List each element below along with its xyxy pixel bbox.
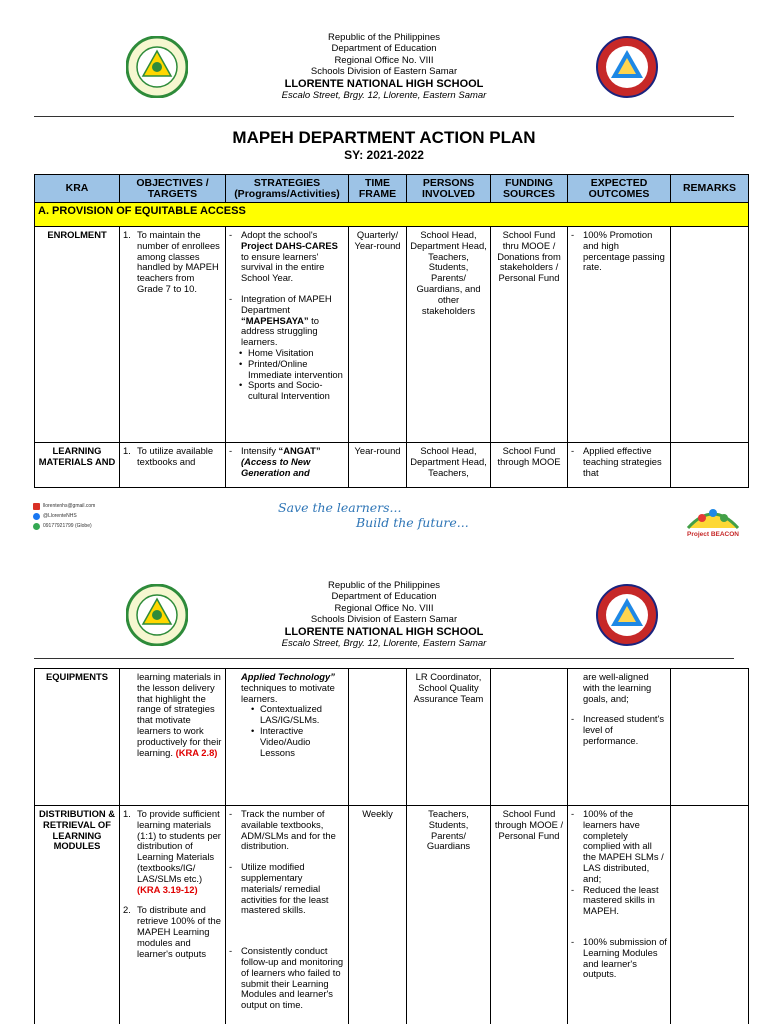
division-line: Schools Division of Eastern Samar	[310, 66, 458, 78]
persons-cell: School Head, Department Head, Teachers,	[407, 443, 491, 488]
section-title: A. PROVISION OF EQUITABLE ACCESS	[35, 203, 749, 227]
remarks-cell	[671, 669, 749, 806]
strategies-cell: Applied Technology” techniques to motivate learners. • Contextualized LAS/IG/SLMs. • Interactive Video/Audio Lessons	[226, 669, 349, 806]
school-name: LLORENTE NATIONAL HIGH SCHOOL	[284, 77, 484, 90]
list-item: • Sports and Socio-cultural Intervention	[239, 380, 345, 402]
action-plan-table	[34, 174, 749, 488]
remarks-cell	[671, 227, 749, 443]
funding-cell	[491, 669, 568, 806]
col-time-frame: TIME FRAME	[349, 175, 407, 203]
contact-facebook: @LlorenteNHS	[43, 513, 77, 519]
strategies-cell: - Adopt the school's Project DAHS-CARES to ensure learners' survival in the entire School Year. - Integration of MAPEH Department “MAPEHSAYA” to address struggling learners. • Home Visitation • Printed/Online Immediate intervention • Sports and Socio-cultural Intervention	[226, 227, 349, 443]
objectives-cell: 1. To maintain the number of enrollees among classes handled by MAPEH teachers from Grade 7 to 10.	[120, 227, 226, 443]
time-cell: Quarterly/ Year-round	[349, 227, 407, 443]
facebook-icon	[33, 513, 40, 520]
col-remarks: REMARKS	[671, 175, 749, 203]
header-rule	[34, 658, 734, 659]
objectives-cell: 1. To utilize available textbooks and	[120, 443, 226, 488]
header-rule	[34, 116, 734, 117]
time-cell	[349, 669, 407, 806]
outcomes-cell: are well-aligned with the learning goals, and; - Increased student's level of performance.	[568, 669, 671, 806]
letterhead	[0, 0, 768, 108]
department-line: Department of Education	[331, 43, 437, 55]
kra-cell: DISTRIBUTION & RETRIEVAL OF LEARNING MODULES	[35, 806, 120, 1024]
col-kra: KRA	[35, 175, 120, 203]
outcomes-cell: - Applied effective teaching strategies that	[568, 443, 671, 488]
action-plan-table-continued	[34, 668, 749, 1024]
persons-cell: LR Coordinator, School Quality Assurance Team	[407, 669, 491, 806]
school-address: Escalo Street, Brgy. 12, Llorente, Eastern Samar	[281, 89, 487, 101]
strategies-cell: - Track the number of available textbooks, ADM/SLMs and for the distribution. - Utilize modified supplementary materials/ remedial activities for the least mastered skills. - Consistently conduct follow-up and monitoring of learners who failed to submit their Learning Modules and learner's output on time.	[226, 806, 349, 1024]
section-row	[35, 203, 749, 227]
objectives-cell: learning materials in the lesson delivery that highlight the range of strategies that motivate learners to work productively for their learning. (KRA 2.8)	[120, 669, 226, 806]
col-persons: PERSONS INVOLVED	[407, 175, 491, 203]
funding-cell: School Fund through MOOE	[491, 443, 568, 488]
region-line: Regional Office No. VIII	[334, 54, 434, 66]
table-row	[35, 806, 749, 1024]
objectives-cell: 1. To provide sufficient learning materials (1:1) to students per distribution of Learning Materials (textbooks/IG/ LAS/SLMs etc.) (KRA 3.19-12) 2. To distribute and retrieve 100% of the MAPEH Learning modules and learner's outputs	[120, 806, 226, 1024]
col-objectives: OBJECTIVES / TARGETS	[120, 175, 226, 203]
document-page-2	[0, 548, 768, 1024]
outcomes-cell: - 100% Promotion and high percentage passing rate.	[568, 227, 671, 443]
funding-cell: School Fund through MOOE / Personal Fund	[491, 806, 568, 1024]
contact-phone: 09177921799 (Globe)	[43, 523, 92, 529]
list-item: • Contextualized LAS/IG/SLMs.	[251, 704, 345, 726]
project-beacon-logo	[682, 498, 744, 538]
kra-cell: EQUIPMENTS	[35, 669, 120, 806]
funding-cell: School Fund thru MOOE / Donations from stakeholders / Personal Fund	[491, 227, 568, 443]
table-row	[35, 227, 749, 443]
persons-cell: Teachers, Students, Parents/ Guardians	[407, 806, 491, 1024]
page-footer	[0, 496, 768, 548]
contact-email: llorentenhs@gmail.com	[43, 503, 96, 509]
table-row	[35, 669, 749, 806]
col-outcomes: EXPECTED OUTCOMES	[568, 175, 671, 203]
republic-line: Republic of the Philippines	[328, 32, 440, 43]
kra-cell: LEARNING MATERIALS AND	[35, 443, 120, 488]
email-icon	[33, 503, 40, 510]
beacon-text: Project BEACON	[686, 531, 740, 538]
slogan: Save the learners... Build the future...	[278, 500, 469, 530]
table-row	[35, 443, 749, 488]
outcomes-cell: - 100% of the learners have completely complied with all the MAPEH SLMs / LAS distributed, and; - Reduced the least mastered skills in MAPEH. - 100% submission of Learning Modules and learner's outputs.	[568, 806, 671, 1024]
school-year: SY: 2021-2022	[344, 148, 424, 162]
remarks-cell	[671, 443, 749, 488]
time-cell: Year-round	[349, 443, 407, 488]
strategies-cell: - Intensify “ANGAT” (Access to New Generation and	[226, 443, 349, 488]
letterhead	[0, 548, 768, 656]
persons-cell: School Head, Department Head, Teachers, Students, Parents/ Guardians, and other stakeholders	[407, 227, 491, 443]
table-header-row	[35, 175, 749, 203]
remarks-cell	[671, 806, 749, 1024]
school-seal-logo	[596, 36, 658, 98]
kra-cell: ENROLMENT	[35, 227, 120, 443]
letterhead-text: Republic of the Philippines Department of Education Regional Office No. VIII Schools Division of Eastern Samar LLORENTE NATIONAL HIGH SCHOOL Escalo Street, Brgy. 12, Llorente, Eastern Samar	[281, 580, 487, 649]
school-seal-logo	[596, 584, 658, 646]
list-item: • Home Visitation	[239, 348, 345, 359]
col-strategies: STRATEGIES (Programs/Activities)	[226, 175, 349, 203]
phone-icon	[33, 523, 40, 530]
list-item: • Interactive Video/Audio Lessons	[251, 726, 345, 758]
list-item: • Printed/Online Immediate intervention	[239, 359, 345, 381]
col-funding: FUNDING SOURCES	[491, 175, 568, 203]
contact-info	[33, 501, 95, 531]
page-title: MAPEH DEPARTMENT ACTION PLAN	[232, 128, 536, 147]
time-cell: Weekly	[349, 806, 407, 1024]
